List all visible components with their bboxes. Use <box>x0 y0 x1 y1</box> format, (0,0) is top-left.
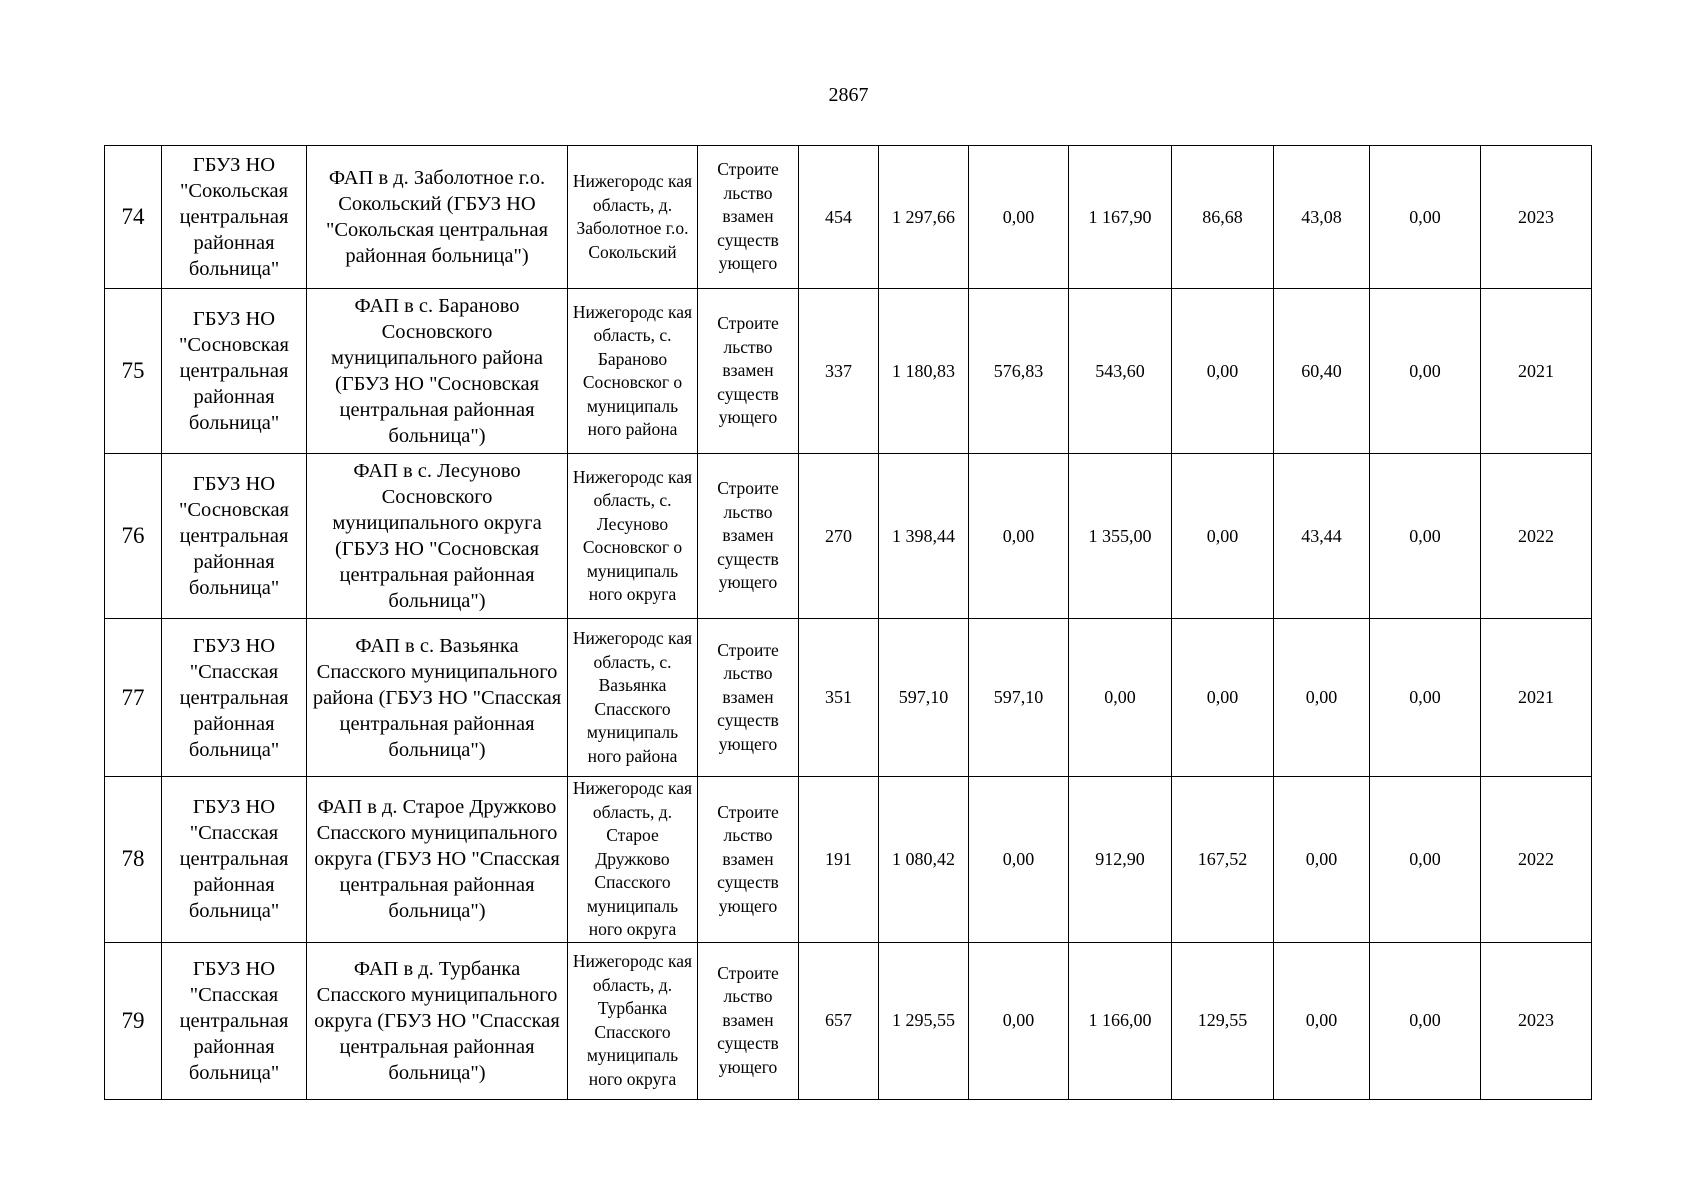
value-cell: 1 166,00 <box>1069 942 1172 1099</box>
table-row <box>105 146 1592 289</box>
value-cell: 1 295,55 <box>879 942 969 1099</box>
organization-cell: ГБУЗ НО "Сосновская центральная районная больница" <box>162 454 307 619</box>
value-cell: 129,55 <box>1172 942 1274 1099</box>
year-cell: 2022 <box>1481 777 1592 943</box>
work-type-cell: Строите льство взамен существ ующего <box>698 619 799 777</box>
value-cell: 337 <box>799 289 879 454</box>
value-cell: 0,00 <box>1172 454 1274 619</box>
value-cell: 597,10 <box>969 619 1069 777</box>
value-cell: 0,00 <box>1370 942 1481 1099</box>
value-cell: 1 080,42 <box>879 777 969 943</box>
value-cell: 0,00 <box>1274 619 1370 777</box>
row-number: 76 <box>105 454 162 619</box>
address-cell: Нижегородс кая область, д. Заболотное г.о. Сокольский <box>568 146 698 289</box>
value-cell: 0,00 <box>1370 289 1481 454</box>
value-cell: 597,10 <box>879 619 969 777</box>
value-cell: 60,40 <box>1274 289 1370 454</box>
table-row <box>105 454 1592 619</box>
address-cell: Нижегородс кая область, д. Турбанка Спасского муниципаль ного округа <box>568 942 698 1099</box>
value-cell: 1 355,00 <box>1069 454 1172 619</box>
value-cell: 270 <box>799 454 879 619</box>
address-cell: Нижегородс кая область, с. Вазьянка Спасского муниципаль ного района <box>568 619 698 777</box>
row-number: 78 <box>105 777 162 943</box>
facilities-table <box>104 145 1592 1100</box>
year-cell: 2023 <box>1481 942 1592 1099</box>
object-name-cell: ФАП в с. Бараново Сосновского муниципального района (ГБУЗ НО "Сосновская центральная районная больница") <box>307 289 568 454</box>
value-cell: 86,68 <box>1172 146 1274 289</box>
value-cell: 576,83 <box>969 289 1069 454</box>
value-cell: 1 180,83 <box>879 289 969 454</box>
value-cell: 0,00 <box>1172 289 1274 454</box>
page-number: 2867 <box>828 84 869 106</box>
work-type-cell: Строите льство взамен существ ующего <box>698 454 799 619</box>
address-cell: Нижегородс кая область, с. Лесуново Сосновског о муниципаль ного округа <box>568 454 698 619</box>
value-cell: 43,44 <box>1274 454 1370 619</box>
row-number: 74 <box>105 146 162 289</box>
value-cell: 0,00 <box>1274 777 1370 943</box>
value-cell: 1 398,44 <box>879 454 969 619</box>
table-row <box>105 619 1592 777</box>
object-name-cell: ФАП в д. Заболотное г.о. Сокольский (ГБУЗ НО "Сокольская центральная районная больница") <box>307 146 568 289</box>
row-number: 79 <box>105 942 162 1099</box>
table-row <box>105 777 1592 943</box>
value-cell: 0,00 <box>1069 619 1172 777</box>
value-cell: 1 167,90 <box>1069 146 1172 289</box>
value-cell: 657 <box>799 942 879 1099</box>
work-type-cell: Строите льство взамен существ ующего <box>698 777 799 943</box>
table-row <box>105 942 1592 1099</box>
organization-cell: ГБУЗ НО "Сокольская центральная районная больница" <box>162 146 307 289</box>
address-cell: Нижегородс кая область, д. Старое Дружково Спасского муниципаль ного округа <box>568 777 698 943</box>
value-cell: 0,00 <box>969 146 1069 289</box>
table-row <box>105 289 1592 454</box>
value-cell: 0,00 <box>1370 146 1481 289</box>
value-cell: 1 297,66 <box>879 146 969 289</box>
row-number: 77 <box>105 619 162 777</box>
object-name-cell: ФАП в д. Старое Дружково Спасского муниципального округа (ГБУЗ НО "Спасская центральная районная больница") <box>307 777 568 943</box>
value-cell: 0,00 <box>1274 942 1370 1099</box>
value-cell: 191 <box>799 777 879 943</box>
value-cell: 0,00 <box>1370 454 1481 619</box>
value-cell: 43,08 <box>1274 146 1370 289</box>
value-cell: 0,00 <box>1172 619 1274 777</box>
work-type-cell: Строите льство взамен существ ующего <box>698 942 799 1099</box>
value-cell: 0,00 <box>969 454 1069 619</box>
value-cell: 543,60 <box>1069 289 1172 454</box>
value-cell: 454 <box>799 146 879 289</box>
year-cell: 2021 <box>1481 619 1592 777</box>
row-number: 75 <box>105 289 162 454</box>
object-name-cell: ФАП в с. Лесуново Сосновского муниципального округа (ГБУЗ НО "Сосновская центральная районная больница") <box>307 454 568 619</box>
year-cell: 2022 <box>1481 454 1592 619</box>
work-type-cell: Строите льство взамен существ ующего <box>698 289 799 454</box>
value-cell: 912,90 <box>1069 777 1172 943</box>
organization-cell: ГБУЗ НО "Сосновская центральная районная больница" <box>162 289 307 454</box>
organization-cell: ГБУЗ НО "Спасская центральная районная больница" <box>162 942 307 1099</box>
work-type-cell: Строите льство взамен существ ующего <box>698 146 799 289</box>
value-cell: 0,00 <box>1370 777 1481 943</box>
address-cell: Нижегородс кая область, с. Бараново Сосновског о муниципаль ного района <box>568 289 698 454</box>
year-cell: 2023 <box>1481 146 1592 289</box>
value-cell: 0,00 <box>1370 619 1481 777</box>
organization-cell: ГБУЗ НО "Спасская центральная районная больница" <box>162 777 307 943</box>
value-cell: 167,52 <box>1172 777 1274 943</box>
organization-cell: ГБУЗ НО "Спасская центральная районная больница" <box>162 619 307 777</box>
value-cell: 351 <box>799 619 879 777</box>
value-cell: 0,00 <box>969 942 1069 1099</box>
object-name-cell: ФАП в д. Турбанка Спасского муниципального округа (ГБУЗ НО "Спасская центральная районная больница") <box>307 942 568 1099</box>
object-name-cell: ФАП в с. Вазьянка Спасского муниципального района (ГБУЗ НО "Спасская центральная районная больница") <box>307 619 568 777</box>
value-cell: 0,00 <box>969 777 1069 943</box>
year-cell: 2021 <box>1481 289 1592 454</box>
